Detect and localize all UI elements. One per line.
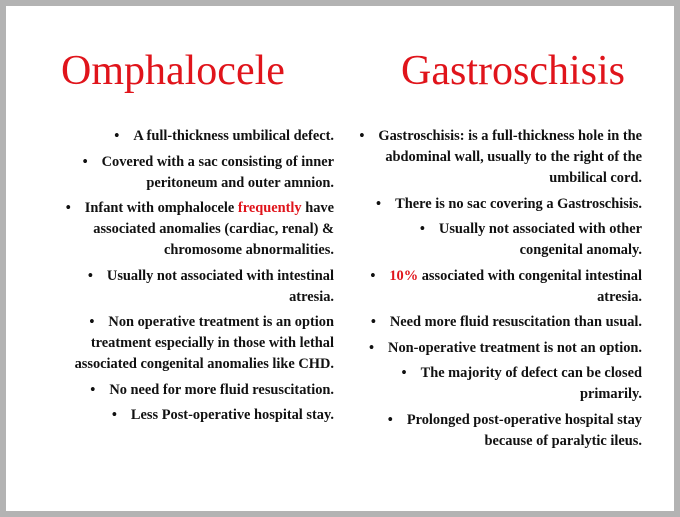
list-item: • Need more fluid resuscitation than usual. [370,314,642,330]
list-item: • Covered with a sac consisting of inner peritoneum and outer amnion. [82,153,334,191]
list-item: • Prolonged post-operative hospital stay because of paralytic ileus. [387,411,642,449]
list-item: • Non-operative treatment is not an option. [369,339,642,356]
omphalocele-title: Omphalocele [61,48,285,94]
gastroschisis-title: Gastroschisis [401,48,625,94]
list-item: • There is no sac covering a Gastroschisis. [376,195,642,212]
list-item: • 10% associated with congenital intestinal atresia. [370,267,642,305]
list-item: • Less Post-operative hospital stay. [111,407,334,423]
list-item: • Non operative treatment is an option treatment especially in those with lethal associated congenital anomalies like CHD. [74,314,334,372]
list-item: • Infant with omphalocele frequently have associated anomalies (cardiac, renal) & chromosome abnormalities. [65,200,334,258]
gastroschisis-list [356,126,642,456]
highlight-text: frequently [237,200,302,216]
list-item: • Usually not associated with intestinal atresia. [87,267,334,305]
list-item: • No need for more fluid resuscitation. [90,381,334,398]
highlight-text: 10% [389,267,419,284]
omphalocele-list [52,126,334,431]
list-item: • The majority of defect can be closed primarily. [401,365,642,402]
list-item: • Usually not associated with other congenital anomaly. [419,221,642,258]
list-item: • Gastroschisis: is a full-thickness hole in the abdominal wall, usually to the right of the umbilical cord. [359,128,642,186]
list-item: • A full-thickness umbilical defect. [114,128,334,144]
slide [6,6,674,511]
